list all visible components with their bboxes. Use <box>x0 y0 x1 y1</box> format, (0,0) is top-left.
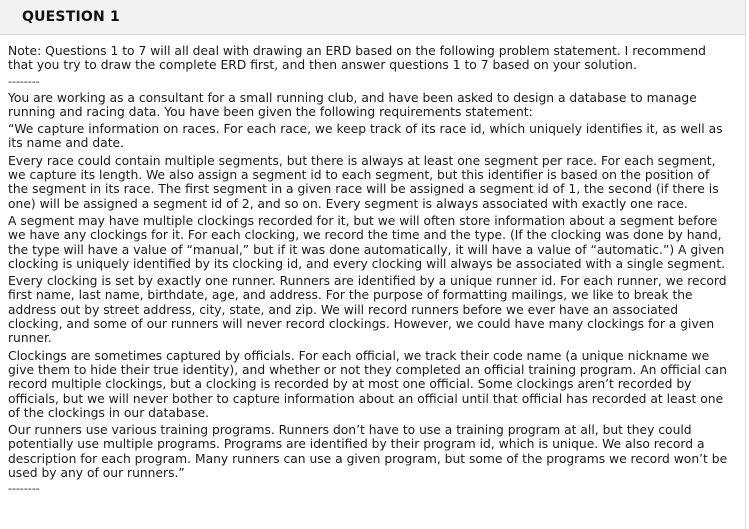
intro-paragraph: You are working as a consultant for a small running club, and have been asked to design a database to manage running and racing data. You have been given the following requirements statement: <box>8 90 697 119</box>
panel-border <box>745 0 746 529</box>
runners-paragraph: Every clocking is set by exactly one runner. Runners are identified by a unique runner id. For each runner, we record first name, last name, birthdate, age, and address. For the purpose of formatting mailings, we like to break the address out by street address, city, state, and zip. We will record runners before we ever have an associated clocking, and some of our runners will never record clockings. However, we could have many clockings for a given runner. <box>8 274 727 346</box>
segments-paragraph: Every race could contain multiple segments, but there is always at least one segment per race. For each segment, we capture its length. We also assign a segment id to each segment, but this identifier is based on the position of the segment in its race. The first segment in a given race will be assigned a segment id of 1, the second (if there is one) will be assigned a segment id of 2, and so on. Every segment is always associated with exactly one race. <box>8 153 719 211</box>
note-paragraph: Note: Questions 1 to 7 will all deal with drawing an ERD based on the following problem statement. I recommend that you try to draw the complete ERD first, and then answer questions 1 to 7 based on your solution. <box>8 44 706 73</box>
officials-paragraph: Clockings are sometimes captured by officials. For each official, we track their code name (a unique nickname we give them to hide their true identity), and whether or not they completed an official training program. An official can record multiple clockings, but a clocking is recorded by at most one official. Some clockings aren’t recorded by officials, but we will never bother to capture information about an official until that official has recorded at least one of the clockings in our database. <box>8 348 727 420</box>
question-header <box>0 0 746 35</box>
separator-bottom: -------- <box>8 482 40 496</box>
separator-top: -------- <box>8 74 40 88</box>
question-body <box>8 44 732 498</box>
clockings-paragraph: A segment may have multiple clockings recorded for it, but we will often store information about a segment before we have any clockings for it. For each clocking, we record the time and the type. (If the clocking was done by hand, the type will have a value of “manual,” but if it was done automatically, it will have a value of “automatic.”) A given clocking is uniquely identified by its clocking id, and every clocking will always be associated with a single segment. <box>8 213 726 271</box>
programs-paragraph: Our runners use various training programs. Runners don’t have to use a training program at all, but they could potentially use multiple programs. Programs are identified by their program id, which is unique. We also record a description for each program. Many runners can use a given program, but some of the programs we record won’t be used by any of our runners.” <box>8 423 728 481</box>
question-title: QUESTION 1 <box>22 9 120 25</box>
races-paragraph: “We capture information on races. For each race, we keep track of its race id, which uniquely identifies it, as well as its name and date. <box>8 122 723 151</box>
